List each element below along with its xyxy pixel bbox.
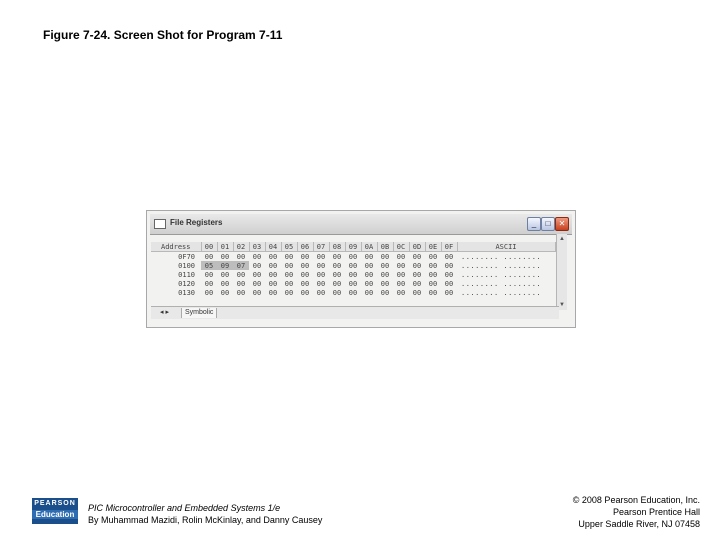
register-cell[interactable]: 00 bbox=[220, 252, 230, 261]
pearson-logo bbox=[32, 498, 78, 524]
table-row bbox=[151, 252, 555, 262]
column-header-offset: 08 bbox=[329, 242, 345, 252]
column-header-offset: 02 bbox=[233, 242, 249, 252]
register-cell[interactable]: 00 bbox=[284, 288, 294, 297]
column-header-offset: 0C bbox=[393, 242, 409, 252]
register-cell[interactable]: 00 bbox=[348, 252, 358, 261]
register-cell[interactable]: 00 bbox=[412, 261, 422, 270]
tab-bar bbox=[151, 306, 559, 319]
register-cell[interactable]: 00 bbox=[428, 270, 438, 279]
column-header-offset: 00 bbox=[201, 242, 217, 252]
row-address: 0110 bbox=[178, 270, 195, 279]
maximize-button[interactable]: □ bbox=[541, 217, 555, 231]
register-cell[interactable]: 00 bbox=[348, 279, 358, 288]
logo-top-text: PEARSON bbox=[34, 500, 76, 507]
register-cell[interactable]: 00 bbox=[284, 270, 294, 279]
row-address: 0F70 bbox=[178, 252, 195, 261]
table-row bbox=[151, 261, 555, 270]
column-header-offset: 09 bbox=[345, 242, 361, 252]
row-ascii: ........ ........ bbox=[461, 261, 542, 270]
register-cell[interactable]: 00 bbox=[268, 252, 278, 261]
register-cell[interactable]: 00 bbox=[412, 252, 422, 261]
register-cell[interactable]: 00 bbox=[364, 252, 374, 261]
book-title: PIC Microcontroller and Embedded Systems 1/e bbox=[88, 503, 281, 513]
register-cell[interactable]: 00 bbox=[364, 279, 374, 288]
row-ascii: ........ ........ bbox=[461, 279, 542, 288]
register-cell[interactable]: 00 bbox=[396, 261, 406, 270]
column-header-offset: 06 bbox=[297, 242, 313, 252]
register-cell[interactable]: 00 bbox=[252, 279, 262, 288]
logo-bottom-text: Education bbox=[32, 510, 78, 519]
column-header-offset: 05 bbox=[281, 242, 297, 252]
register-cell[interactable]: 00 bbox=[428, 252, 438, 261]
register-table bbox=[151, 242, 556, 297]
register-cell[interactable]: 00 bbox=[236, 270, 246, 279]
tab-symbolic[interactable]: Symbolic bbox=[181, 308, 217, 318]
column-header-offset: 03 bbox=[249, 242, 265, 252]
register-cell[interactable]: 00 bbox=[236, 279, 246, 288]
register-cell[interactable]: 00 bbox=[220, 279, 230, 288]
table-row bbox=[151, 279, 555, 288]
register-cell[interactable]: 00 bbox=[268, 270, 278, 279]
register-cell[interactable]: 00 bbox=[396, 270, 406, 279]
register-cell[interactable]: 07 bbox=[233, 261, 249, 270]
register-cell[interactable]: 00 bbox=[364, 288, 374, 297]
register-cell[interactable]: 00 bbox=[316, 279, 326, 288]
register-cell[interactable]: 00 bbox=[300, 252, 310, 261]
register-cell[interactable]: 00 bbox=[236, 288, 246, 297]
register-cell[interactable]: 00 bbox=[332, 279, 342, 288]
minimize-button[interactable]: _ bbox=[527, 217, 541, 231]
column-header-offset: 0D bbox=[409, 242, 425, 252]
column-header-offset: 0E bbox=[425, 242, 441, 252]
register-cell[interactable]: 00 bbox=[300, 261, 310, 270]
file-registers-window bbox=[146, 210, 576, 328]
register-cell[interactable]: 00 bbox=[364, 261, 374, 270]
register-cell[interactable]: 00 bbox=[252, 252, 262, 261]
footer-left bbox=[88, 502, 322, 526]
register-cell[interactable]: 00 bbox=[252, 288, 262, 297]
register-cell[interactable]: 05 bbox=[201, 261, 217, 270]
row-address: 0120 bbox=[178, 279, 195, 288]
register-cell[interactable]: 00 bbox=[204, 252, 214, 261]
column-header-offset: 0B bbox=[377, 242, 393, 252]
register-cell[interactable]: 00 bbox=[332, 270, 342, 279]
figure-title: Figure 7-24. Screen Shot for Program 7-11 bbox=[43, 28, 283, 42]
row-address: 0130 bbox=[178, 288, 195, 297]
register-cell[interactable]: 00 bbox=[316, 261, 326, 270]
column-header-offset: 0A bbox=[361, 242, 377, 252]
scroll-down-icon[interactable]: ▼ bbox=[559, 302, 565, 308]
close-button[interactable]: ✕ bbox=[555, 217, 569, 231]
register-cell[interactable]: 00 bbox=[332, 288, 342, 297]
register-cell[interactable]: 00 bbox=[428, 279, 438, 288]
register-cell[interactable]: 00 bbox=[348, 270, 358, 279]
register-cell[interactable]: 00 bbox=[396, 252, 406, 261]
register-cell[interactable]: 00 bbox=[380, 261, 390, 270]
register-cell[interactable]: 00 bbox=[204, 279, 214, 288]
register-cell[interactable]: 00 bbox=[268, 261, 278, 270]
column-header-ascii: ASCII bbox=[457, 242, 555, 252]
register-cell[interactable]: 00 bbox=[316, 252, 326, 261]
register-cell[interactable]: 00 bbox=[444, 261, 454, 270]
table-header-row bbox=[151, 242, 555, 252]
register-cell[interactable]: 00 bbox=[220, 288, 230, 297]
register-cell[interactable]: 00 bbox=[284, 279, 294, 288]
register-cell[interactable]: 00 bbox=[284, 261, 294, 270]
register-cell[interactable]: 00 bbox=[300, 288, 310, 297]
register-cell[interactable]: 00 bbox=[444, 288, 454, 297]
window-titlebar[interactable] bbox=[150, 214, 572, 235]
column-header-offset: 0F bbox=[441, 242, 457, 252]
register-cell[interactable]: 00 bbox=[380, 288, 390, 297]
register-cell[interactable]: 00 bbox=[300, 270, 310, 279]
register-cell[interactable]: 00 bbox=[444, 270, 454, 279]
register-cell[interactable]: 00 bbox=[444, 252, 454, 261]
register-cell[interactable]: 00 bbox=[204, 288, 214, 297]
register-cell[interactable]: 00 bbox=[412, 270, 422, 279]
window-title: File Registers bbox=[170, 218, 223, 227]
column-header-offset: 07 bbox=[313, 242, 329, 252]
footer-right bbox=[573, 494, 700, 530]
row-ascii: ........ ........ bbox=[461, 288, 542, 297]
table-row bbox=[151, 270, 555, 279]
row-address: 0100 bbox=[178, 261, 195, 270]
register-cell[interactable]: 00 bbox=[380, 252, 390, 261]
row-ascii: ........ ........ bbox=[461, 252, 542, 261]
register-cell[interactable]: 00 bbox=[348, 261, 358, 270]
register-cell[interactable]: 00 bbox=[252, 261, 262, 270]
register-cell[interactable]: 00 bbox=[332, 252, 342, 261]
register-cell[interactable]: 00 bbox=[220, 270, 230, 279]
register-cell[interactable]: 00 bbox=[444, 279, 454, 288]
register-cell[interactable]: 00 bbox=[364, 270, 374, 279]
register-cell[interactable]: 00 bbox=[396, 279, 406, 288]
register-cell[interactable]: 00 bbox=[428, 261, 438, 270]
publisher-line: Pearson Prentice Hall bbox=[612, 507, 700, 517]
register-cell[interactable]: 00 bbox=[348, 288, 358, 297]
register-cell[interactable]: 00 bbox=[332, 261, 342, 270]
register-cell[interactable]: 00 bbox=[412, 288, 422, 297]
column-header-address: Address bbox=[151, 242, 201, 252]
register-cell[interactable]: 00 bbox=[396, 288, 406, 297]
column-header-offset: 04 bbox=[265, 242, 281, 252]
tab-nav-arrows[interactable]: ◂ ▸ bbox=[160, 309, 169, 316]
register-cell[interactable]: 00 bbox=[380, 279, 390, 288]
register-cell[interactable]: 00 bbox=[412, 279, 422, 288]
row-ascii: ........ ........ bbox=[461, 270, 542, 279]
vertical-scrollbar[interactable] bbox=[556, 234, 567, 310]
publisher-address: Upper Saddle River, NJ 07458 bbox=[578, 519, 700, 529]
book-authors: By Muhammad Mazidi, Rolin McKinlay, and Danny Causey bbox=[88, 515, 323, 525]
register-cell[interactable]: 00 bbox=[428, 288, 438, 297]
window-icon bbox=[154, 219, 166, 229]
register-cell[interactable]: 00 bbox=[316, 270, 326, 279]
register-cell[interactable]: 00 bbox=[284, 252, 294, 261]
register-cell[interactable]: 00 bbox=[300, 279, 310, 288]
register-cell[interactable]: 00 bbox=[380, 270, 390, 279]
register-cell[interactable]: 00 bbox=[236, 252, 246, 261]
register-cell[interactable]: 00 bbox=[268, 279, 278, 288]
register-cell[interactable]: 00 bbox=[268, 288, 278, 297]
scroll-up-icon[interactable]: ▲ bbox=[559, 236, 565, 242]
copyright-line: © 2008 Pearson Education, Inc. bbox=[572, 495, 700, 505]
register-cell[interactable]: 09 bbox=[217, 261, 233, 270]
register-cell[interactable]: 00 bbox=[316, 288, 326, 297]
register-cell[interactable]: 00 bbox=[252, 270, 262, 279]
table-row bbox=[151, 288, 555, 297]
column-header-offset: 01 bbox=[217, 242, 233, 252]
register-cell[interactable]: 00 bbox=[204, 270, 214, 279]
